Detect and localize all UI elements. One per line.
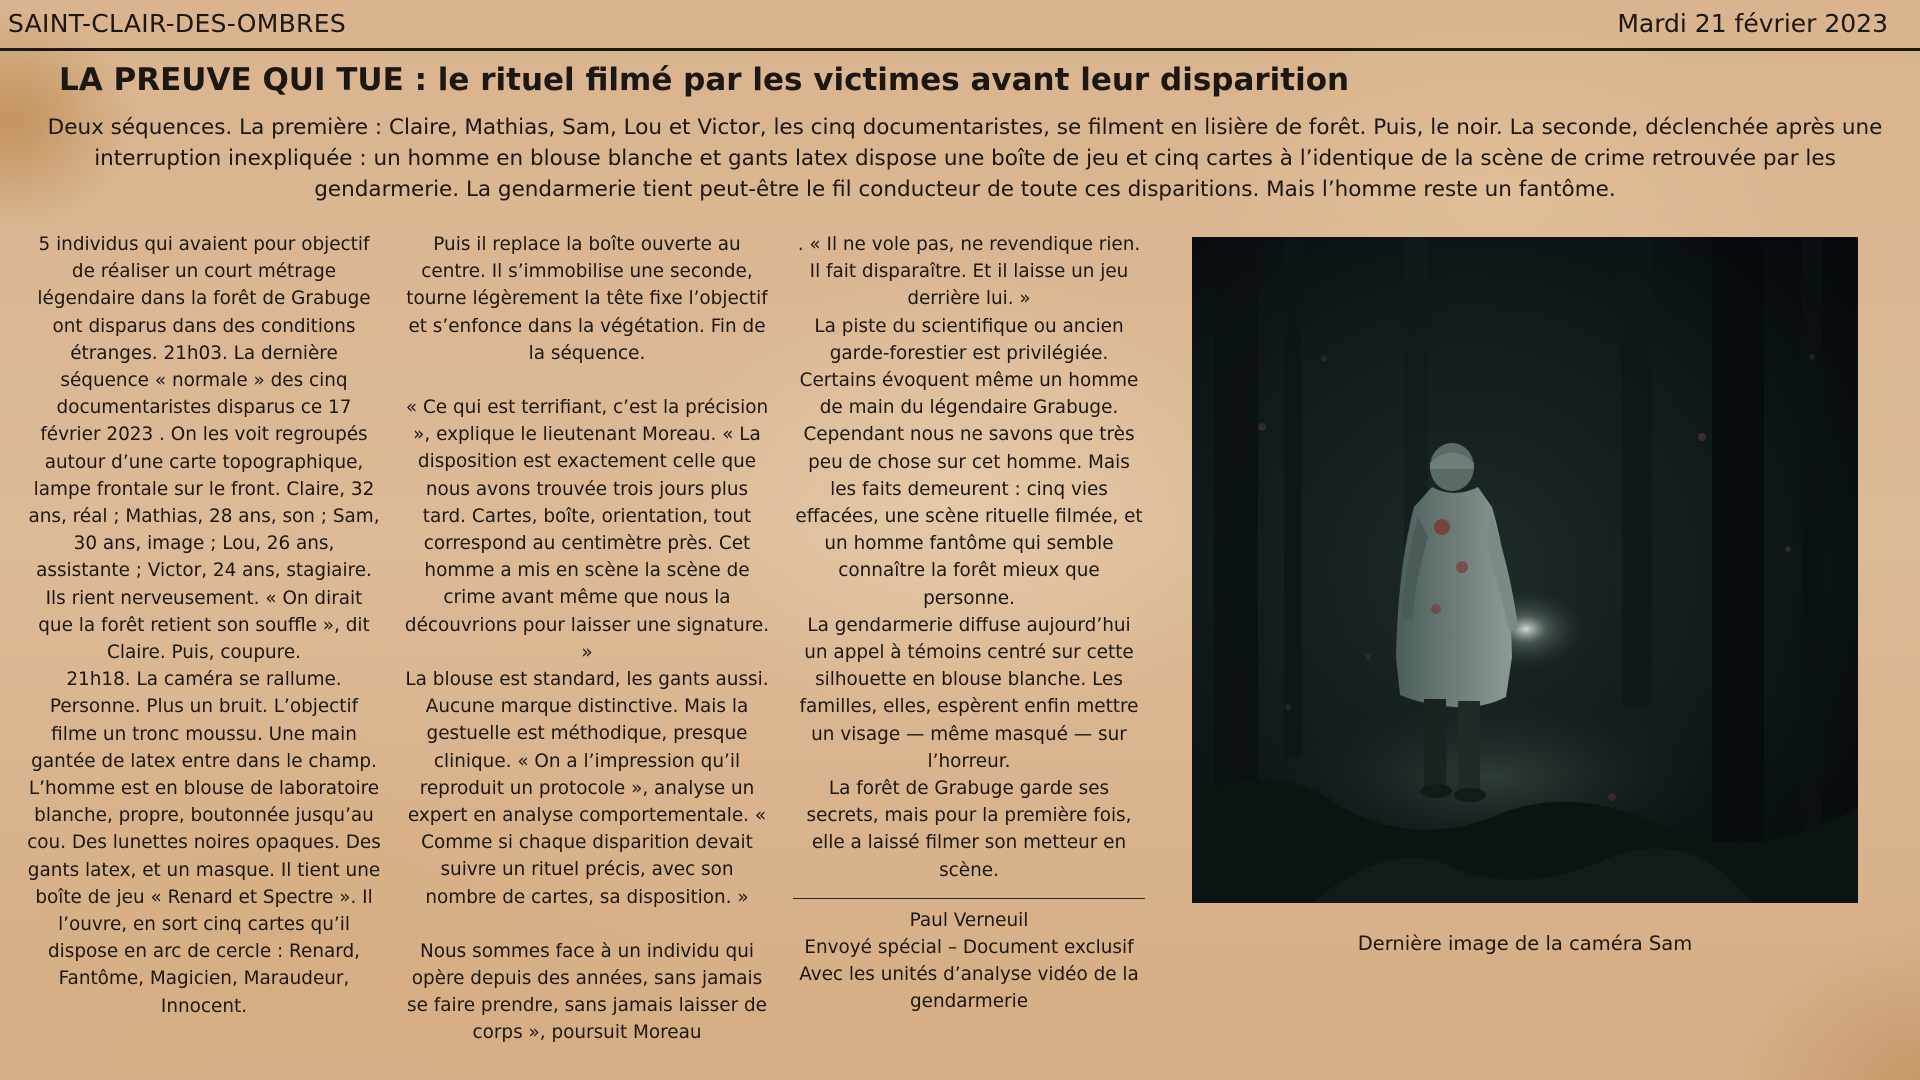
byline-note: Avec les unités d’analyse vidéo de la gendarmerie xyxy=(799,964,1139,1013)
article-paragraph: « Ce qui est terrifiant, c’est la précision », explique le lieutenant Moreau. « La disposition est exactement celle que nous avons trouvée trois jours plus tard. Cartes, boîte, orientation, tout correspond au centimètre près. Cet homme a mis en scène la scène de crime avant même que nous la découvrions pour laisser une signature. » xyxy=(404,397,770,663)
article-column-1 xyxy=(26,231,382,1020)
masthead-date: Mardi 21 février 2023 xyxy=(1617,9,1888,38)
article-paragraph: Nous sommes face à un individu qui opère depuis des années, sans jamais se faire prendre, sans jamais laisser de corps », poursuit Moreau xyxy=(407,940,767,1044)
masthead-town: SAINT-CLAIR-DES-OMBRES xyxy=(8,9,346,38)
article-paragraph: . « Il ne vole pas, ne revendique rien. Il fait disparaître. Et il laisse un jeu derrière lui. » xyxy=(797,234,1141,310)
signature-divider xyxy=(793,898,1145,899)
article-paragraph: 5 individus qui avaient pour objectif de réaliser un court métrage légendaire dans la forêt de Grabuge ont disparus dans des conditions étranges. 21h03. La dernière séquence « normale » des cinq documentaristes disparus ce 17 février 2023 . On les voit regroupés autour d’une carte topographique, lampe frontale sur le front. Claire, 32 ans, réal ; Mathias, 28 ans, son ; Sam, 30 ans, image ; Lou, 26 ans, assistante ; Victor, 24 ans, stagiaire. Ils rient nerveusement. « On dirait que la forêt retient son souffle », dit Claire. Puis, coupure. xyxy=(28,234,380,664)
byline-author: Paul Verneuil xyxy=(909,909,1029,931)
masthead xyxy=(0,0,1920,51)
article-paragraph: Puis il replace la boîte ouverte au centre. Il s’immobilise une seconde, tourne légèrement la tête fixe l’objectif et s’enfonce dans la végétation. Fin de la séquence. xyxy=(406,234,768,364)
article-paragraph: La blouse est standard, les gants aussi. Aucune marque distinctive. Mais la gestuelle est méthodique, presque clinique. « On a l’impression qu’il reproduit un protocole », analyse un expert en analyse comportementale. « Comme si chaque disparition devait suivre un rituel précis, avec son nombre de cartes, sa disposition. » xyxy=(405,669,769,908)
article-column-2 xyxy=(404,231,770,1047)
article-paragraph: La forêt de Grabuge garde ses secrets, mais pour la première fois, elle a laissé filmer son metteur en scène. xyxy=(806,778,1132,881)
photo-caption: Dernière image de la caméra Sam xyxy=(1357,932,1693,955)
forest-photo-image xyxy=(1192,237,1858,903)
headline: LA PREUVE QUI TUE : le rituel filmé par les victimes avant leur disparition xyxy=(59,62,1350,98)
article-column-3 xyxy=(793,231,1145,1016)
article-paragraph: La piste du scientifique ou ancien garde-forestier est privilégiée. Certains évoquent même un homme de main du légendaire Grabuge. Cependant nous ne savons que très peu de chose sur cet homme. Mais les faits demeurent : cinq vies effacées, une scène rituelle filmée, et un homme fantôme qui semble connaître la forêt mieux que personne. xyxy=(795,315,1143,609)
byline-role: Envoyé spécial – Document exclusif xyxy=(804,937,1134,959)
lede-paragraph: Deux séquences. La première : Claire, Mathias, Sam, Lou et Victor, les cinq documentaristes, se filment en lisière de forêt. Puis, le noir. La seconde, déclenchée après une interruption inexpliquée : un homme en blouse blanche et gants latex dispose une boîte de jeu et cinq cartes à l’identique de la scène de crime retrouvée par les gendarmerie. La gendarmerie tient peut-être le fil conducteur de toute ces disparitions. Mais l’homme reste un fantôme. xyxy=(47,115,1883,202)
article-paragraph: 21h18. La caméra se rallume. Personne. Plus un bruit. L’objectif filme un tronc moussu. Une main gantée de latex entre dans le champ. L’homme est en blouse de laboratoire blanche, propre, boutonnée jusqu’au cou. Des lunettes noires opaques. Des gants latex, et un masque. Il tient une boîte de jeu « Renard et Spectre ». Il l’ouvre, en sort cinq cartes qu’il dispose en arc de cercle : Renard, Fantôme, Magicien, Maraudeur, Innocent. xyxy=(27,669,381,1017)
article-paragraph: La gendarmerie diffuse aujourd’hui un appel à témoins centré sur cette silhouette en blouse blanche. Les familles, elles, espèrent enfin mettre un visage — même masqué — sur l’horreur. xyxy=(799,614,1139,772)
forest-photo xyxy=(1192,237,1858,903)
